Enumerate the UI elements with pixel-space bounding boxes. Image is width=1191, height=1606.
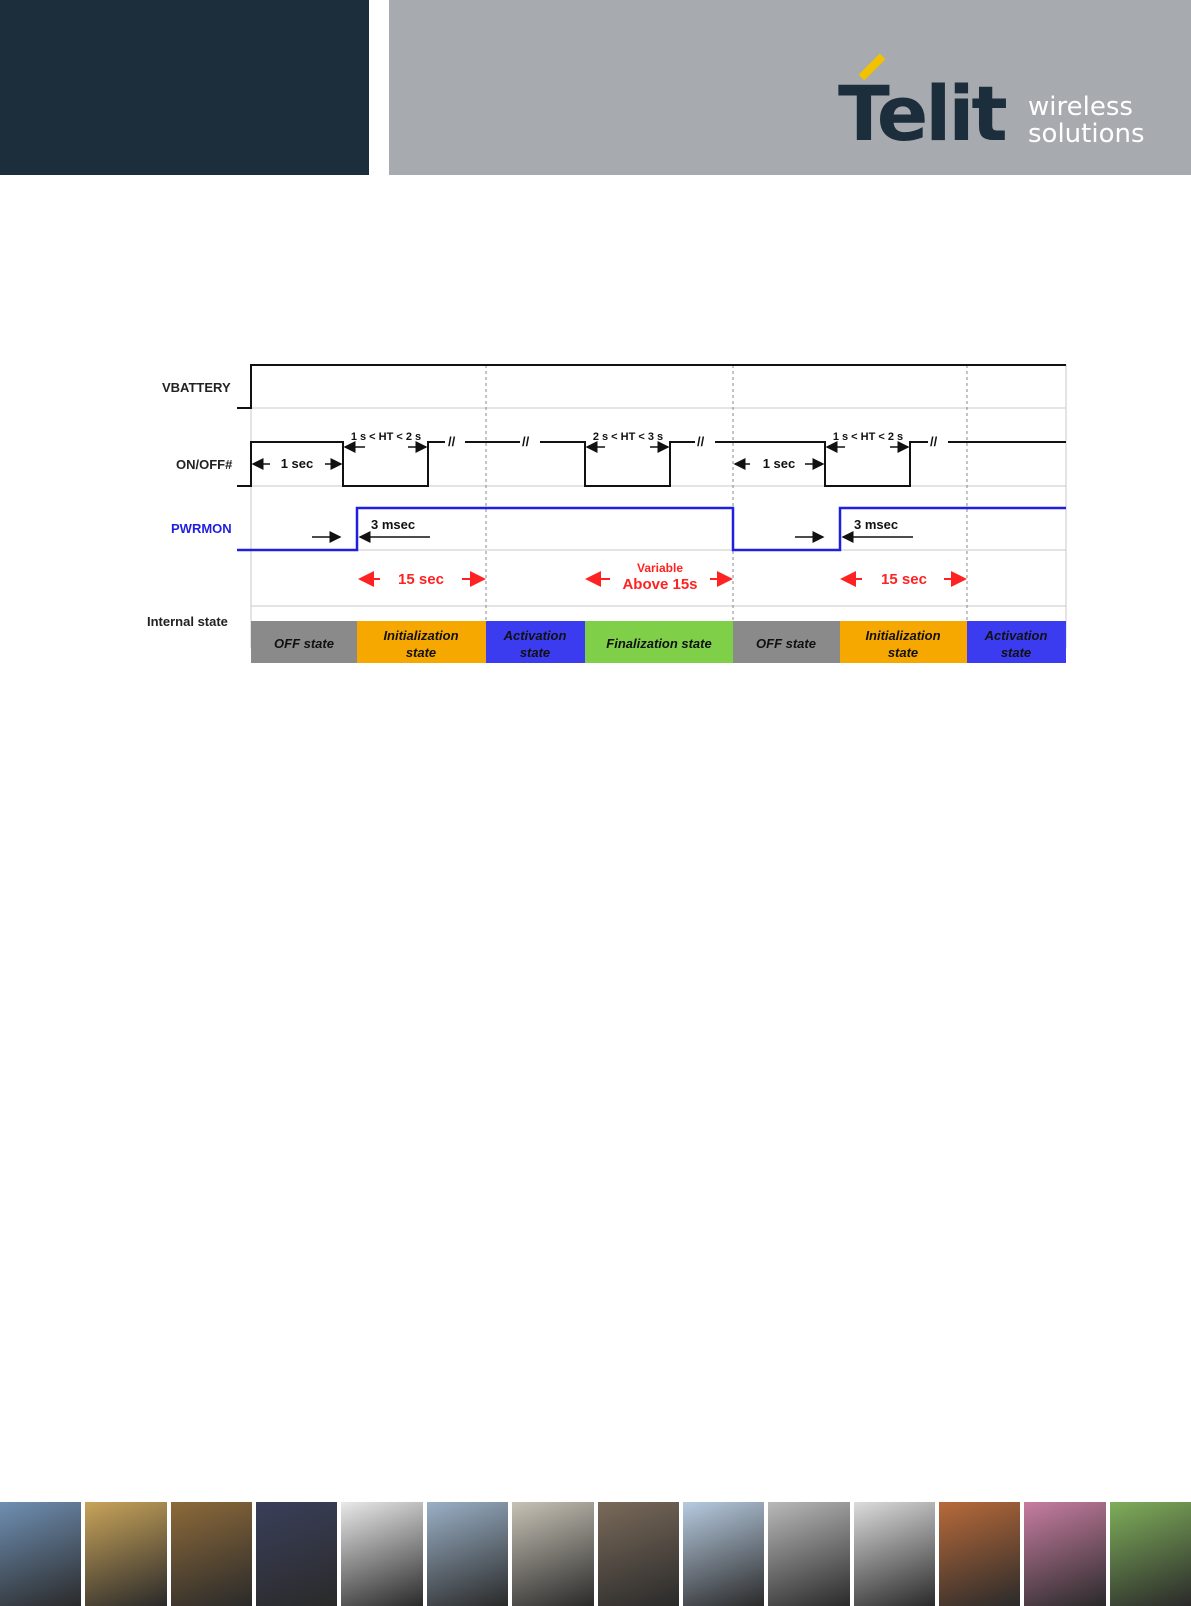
break-mark-2: //	[522, 434, 530, 449]
footer-photo-tile	[768, 1502, 849, 1606]
init-duration-label-1: 15 sec	[398, 571, 444, 588]
logo-tagline	[1028, 94, 1168, 148]
onoff-ht-label-1: 1 s < HT < 2 s	[350, 431, 422, 443]
pwrmon-3msec-label-2: 3 msec	[854, 517, 899, 532]
init-duration-label-2: 15 sec	[881, 571, 927, 588]
onoff-waveform	[237, 442, 1066, 486]
state-label-off-2: OFF state	[756, 636, 816, 651]
vbattery-waveform	[237, 365, 1066, 408]
footer-photo-tile	[683, 1502, 764, 1606]
label-pwrmon: PWRMON	[171, 521, 232, 536]
state-label-init-1a: Initialization	[383, 628, 459, 643]
break-mark-4: //	[930, 434, 938, 449]
footer-photo-tile	[939, 1502, 1020, 1606]
onoff-1sec-label-2: 1 sec	[762, 456, 796, 471]
state-label-init-1b: state	[405, 645, 437, 660]
footer-photo-strip	[0, 1502, 1191, 1606]
pwrmon-waveform	[237, 508, 1066, 550]
footer-photo-tile	[171, 1502, 252, 1606]
logo-wordmark: Telit	[838, 69, 1005, 158]
label-internal-state: Internal state	[147, 614, 228, 629]
onoff-timing-arrows	[253, 447, 908, 464]
footer-photo-tile	[341, 1502, 422, 1606]
label-onoff: ON/OFF#	[176, 457, 233, 472]
label-vbattery: VBATTERY	[162, 380, 231, 395]
state-label-finalization: Finalization state	[606, 636, 712, 651]
logo-tagline-line1: wireless	[1028, 92, 1133, 122]
state-label-activation-1b: state	[519, 645, 551, 660]
footer-photo-tile	[854, 1502, 935, 1606]
footer-photo-tile	[427, 1502, 508, 1606]
finalization-duration-line1: Variable	[636, 561, 684, 575]
onoff-ht-label-3: 1 s < HT < 2 s	[832, 431, 904, 443]
state-label-off-1: OFF state	[274, 636, 334, 651]
state-label-activation-2a: Activation	[984, 628, 1048, 643]
state-label-init-2b: state	[887, 645, 919, 660]
footer-photo-tile	[1024, 1502, 1105, 1606]
state-label-activation-2b: state	[1000, 645, 1032, 660]
state-label-activation-1a: Activation	[503, 628, 567, 643]
break-mark-3: //	[697, 434, 705, 449]
onoff-ht-label-2: 2 s < HT < 3 s	[592, 431, 664, 443]
break-mark-1: //	[448, 434, 456, 449]
header-dark-panel	[0, 0, 369, 175]
footer-photo-tile	[85, 1502, 166, 1606]
footer-photo-tile	[1110, 1502, 1191, 1606]
onoff-1sec-label-1: 1 sec	[280, 456, 314, 471]
footer-photo-tile	[0, 1502, 81, 1606]
finalization-duration-line2: Above 15s	[622, 576, 698, 593]
footer-photo-tile	[598, 1502, 679, 1606]
state-label-init-2a: Initialization	[865, 628, 941, 643]
footer-photo-tile	[512, 1502, 593, 1606]
logo-tagline-line2: solutions	[1028, 119, 1145, 149]
pwrmon-3msec-label-1: 3 msec	[371, 517, 416, 532]
diagram-grid	[251, 365, 1066, 648]
timing-diagram-svg	[140, 360, 1095, 675]
footer-photo-tile	[256, 1502, 337, 1606]
power-timing-diagram	[140, 360, 1095, 675]
